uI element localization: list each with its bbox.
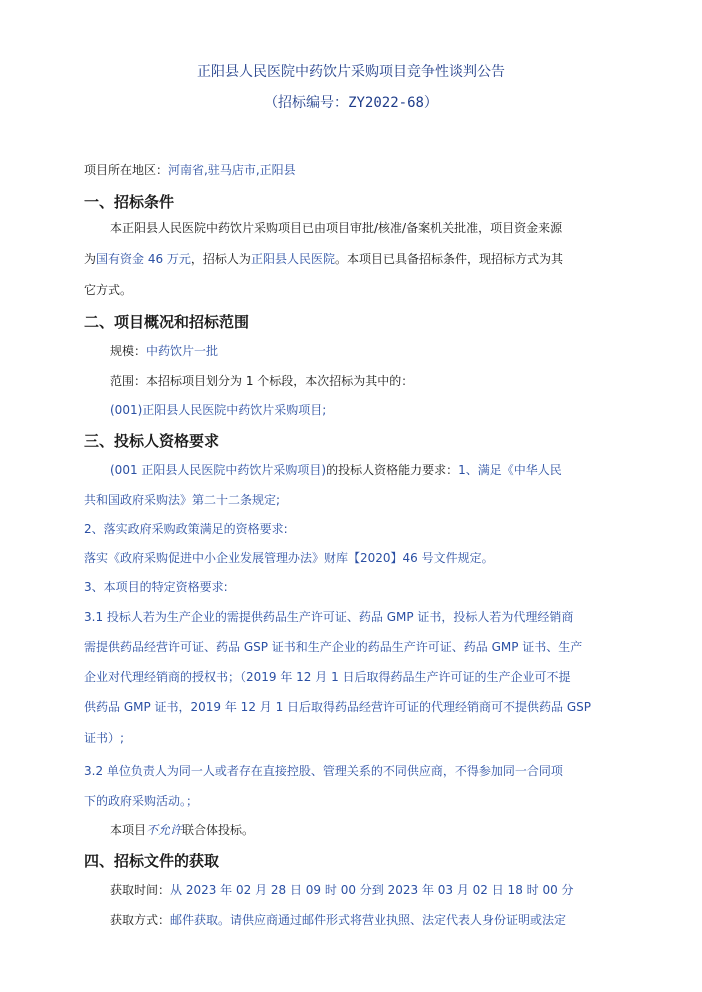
tender-number-line [0, 92, 702, 112]
text-fragment: 联合体投标。 [182, 823, 255, 837]
region-value: 河南省,驻马店市,正阳县 [168, 163, 296, 177]
requirement-3-2-line-1: 3.2 单位负责人为同一人或者存在直接控股、管理关系的不同供应商，不得参加同一合同项 [84, 764, 563, 778]
method-value: 邮件获取。请供应商通过邮件形式将营业执照、法定代表人身份证明或法定 [170, 913, 567, 927]
text-fragment: 为 [84, 252, 97, 266]
requirement-3-1-line-5: 证书）; [84, 731, 125, 745]
section-heading-4: 四、招标文件的获取 [84, 852, 220, 870]
lot-reference: (001 正阳县人民医院中药饮片采购项目) [110, 463, 327, 477]
scale-line [110, 343, 218, 359]
time-value: 从 2023 年 02 月 28 日 09 时 00 分到 2023 年 03 月 02 日 18 时 00 分 [170, 883, 574, 897]
time-label: 获取时间： [110, 883, 171, 897]
project-region [84, 162, 296, 178]
text-fragment: 本项目 [110, 823, 147, 837]
requirement-text: 1、满足《中华人民 [458, 463, 562, 477]
method-label: 获取方式： [110, 913, 171, 927]
text-fragment: 的投标人资格能力要求： [326, 463, 459, 477]
requirement-2-detail: 落实《政府采购促进中小企业发展管理办法》财库【2020】46 号文件规定。 [84, 551, 494, 565]
requirement-3-2-line-2: 下的政府采购活动。； [84, 794, 199, 808]
requirement-line-1 [110, 462, 562, 478]
section-heading-3: 三、投标人资格要求 [84, 432, 220, 450]
requirement-3-1-line-1: 3.1 投标人若为生产企业的需提供药品生产许可证、药品 GMP 证书，投标人若为代理经销商 [84, 610, 574, 624]
requirement-2: 2、落实政府采购政策满足的资格要求: [84, 522, 288, 536]
scope-line: 范围：本招标项目划分为 1 个标段，本次招标为其中的： [110, 374, 414, 388]
fund-amount: 国有资金 46 万元 [96, 252, 191, 266]
acquisition-method-line [110, 912, 566, 928]
consortium-line [110, 822, 254, 838]
s1-paragraph-line-2 [84, 251, 563, 267]
consortium-status: 不允许 [146, 823, 183, 837]
s1-paragraph-line-3: 它方式。 [84, 283, 133, 297]
document-title: 正阳县人民医院中药饮片采购项目竞争性谈判公告 [197, 64, 505, 80]
requirement-3: 3、本项目的特定资格要求: [84, 580, 228, 594]
region-label: 项目所在地区： [84, 163, 169, 177]
section-heading-1: 一、招标条件 [84, 193, 175, 211]
s1-paragraph-line-1: 本正阳县人民医院中药饮片采购项目已由项目审批/核准/备案机关批准，项目资金来源 [110, 221, 563, 235]
tender-number-prefix: （招标编号： [264, 95, 349, 111]
tender-number-suffix: ） [423, 95, 438, 111]
requirement-line-2: 共和国政府采购法》第二十二条规定; [84, 493, 281, 507]
scale-label: 规模： [110, 344, 147, 358]
tenderer-name: 正阳县人民医院 [250, 252, 335, 266]
scale-value: 中药饮片一批 [146, 344, 219, 358]
lot-line: (001)正阳县人民医院中药饮片采购项目; [110, 403, 327, 417]
acquisition-time-line [110, 882, 574, 898]
requirement-3-1-line-4: 供药品 GMP 证书，2019 年 12 月 1 日后取得药品经营许可证的代理经销商可不提供药品 GSP [84, 700, 592, 714]
text-fragment: 。本项目已具备招标条件，现招标方式为其 [334, 252, 563, 266]
requirement-3-1-line-2: 需提供药品经营许可证、药品 GSP 证书和生产企业的药品生产许可证、药品 GMP 证书、生产 [84, 640, 583, 654]
tender-number: ZY2022-68 [348, 95, 424, 111]
text-fragment: ，招标人为 [190, 252, 251, 266]
section-heading-2: 二、项目概况和招标范围 [84, 313, 250, 331]
requirement-3-1-line-3: 企业对代理经销商的授权书；（2019 年 12 月 1 日后取得药品生产许可证的生产企业可不提 [84, 670, 571, 684]
